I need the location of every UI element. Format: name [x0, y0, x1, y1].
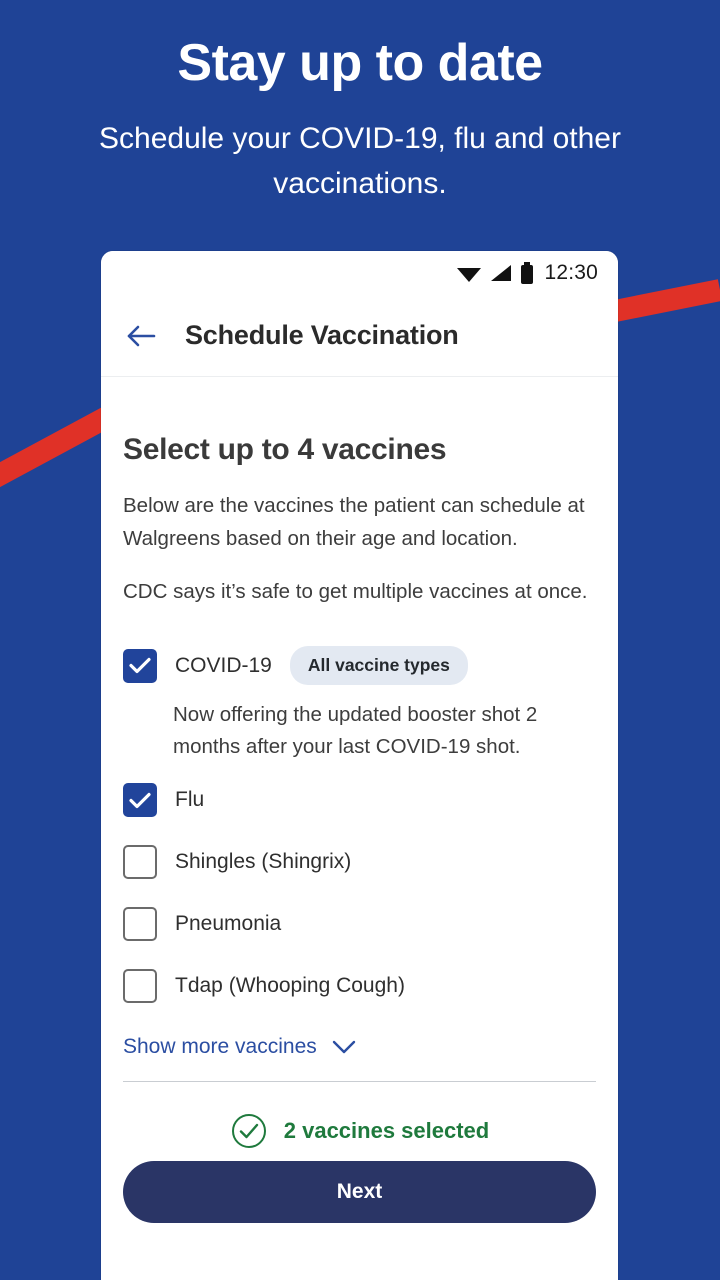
promo-subtitle: Schedule your COVID-19, flu and other vaccinations.: [99, 121, 621, 200]
status-time: 12:30: [544, 261, 598, 284]
phone-mockup: [101, 251, 618, 1280]
vaccine-label: Flu: [175, 788, 205, 812]
vaccine-option-pneumonia[interactable]: [123, 897, 596, 951]
battery-icon: [520, 262, 534, 284]
check-circle-icon: [230, 1112, 268, 1150]
vaccine-types-badge: All vaccine types: [290, 646, 468, 685]
vaccine-note-covid-19: Now offering the updated booster shot 2 months after your last COVID-19 shot.: [173, 702, 538, 758]
main-content: [101, 377, 618, 1280]
vaccine-option-flu[interactable]: [123, 773, 596, 827]
vaccine-label: Shingles (Shingrix): [175, 850, 352, 874]
show-more-vaccines-button[interactable]: [123, 1035, 596, 1059]
spacer: [123, 951, 596, 959]
checkbox-flu[interactable]: [123, 783, 157, 817]
selected-count-text: 2 vaccines selected: [283, 1118, 490, 1144]
promo-header: [0, 0, 720, 206]
vaccine-option-tdap[interactable]: [123, 959, 596, 1013]
section-heading: Select up to 4 vaccines: [123, 433, 447, 466]
vaccine-option-covid-19[interactable]: [123, 639, 596, 693]
show-more-label: Show more vaccines: [123, 1035, 317, 1059]
vaccine-list: [123, 639, 596, 1014]
next-button[interactable]: Next: [123, 1161, 596, 1223]
selection-status: [123, 1112, 596, 1150]
back-arrow-icon[interactable]: [123, 318, 159, 354]
checkbox-shingles[interactable]: [123, 845, 157, 879]
wifi-icon: [456, 263, 482, 283]
spacer: [123, 889, 596, 897]
vaccine-label: COVID-19: [175, 653, 272, 677]
vaccine-label: Tdap (Whooping Cough): [175, 974, 405, 998]
checkbox-tdap[interactable]: [123, 969, 157, 1003]
vaccine-option-shingles[interactable]: [123, 835, 596, 889]
description-paragraph-1: Below are the vaccines the patient can schedule at Walgreens based on their age and location.: [123, 494, 585, 551]
spacer: [123, 827, 596, 835]
checkbox-covid-19[interactable]: [123, 649, 157, 683]
page-title: Schedule Vaccination: [185, 320, 459, 350]
signal-icon: [489, 263, 513, 283]
description-paragraph-2: CDC says it’s safe to get multiple vaccines at once.: [123, 580, 588, 604]
chevron-down-icon: [331, 1039, 357, 1055]
checkbox-pneumonia[interactable]: [123, 907, 157, 941]
status-bar: [101, 251, 618, 295]
section-divider: [123, 1081, 596, 1082]
promo-title: Stay up to date: [177, 34, 543, 92]
app-bar: [101, 295, 618, 377]
vaccine-label: Pneumonia: [175, 912, 282, 936]
